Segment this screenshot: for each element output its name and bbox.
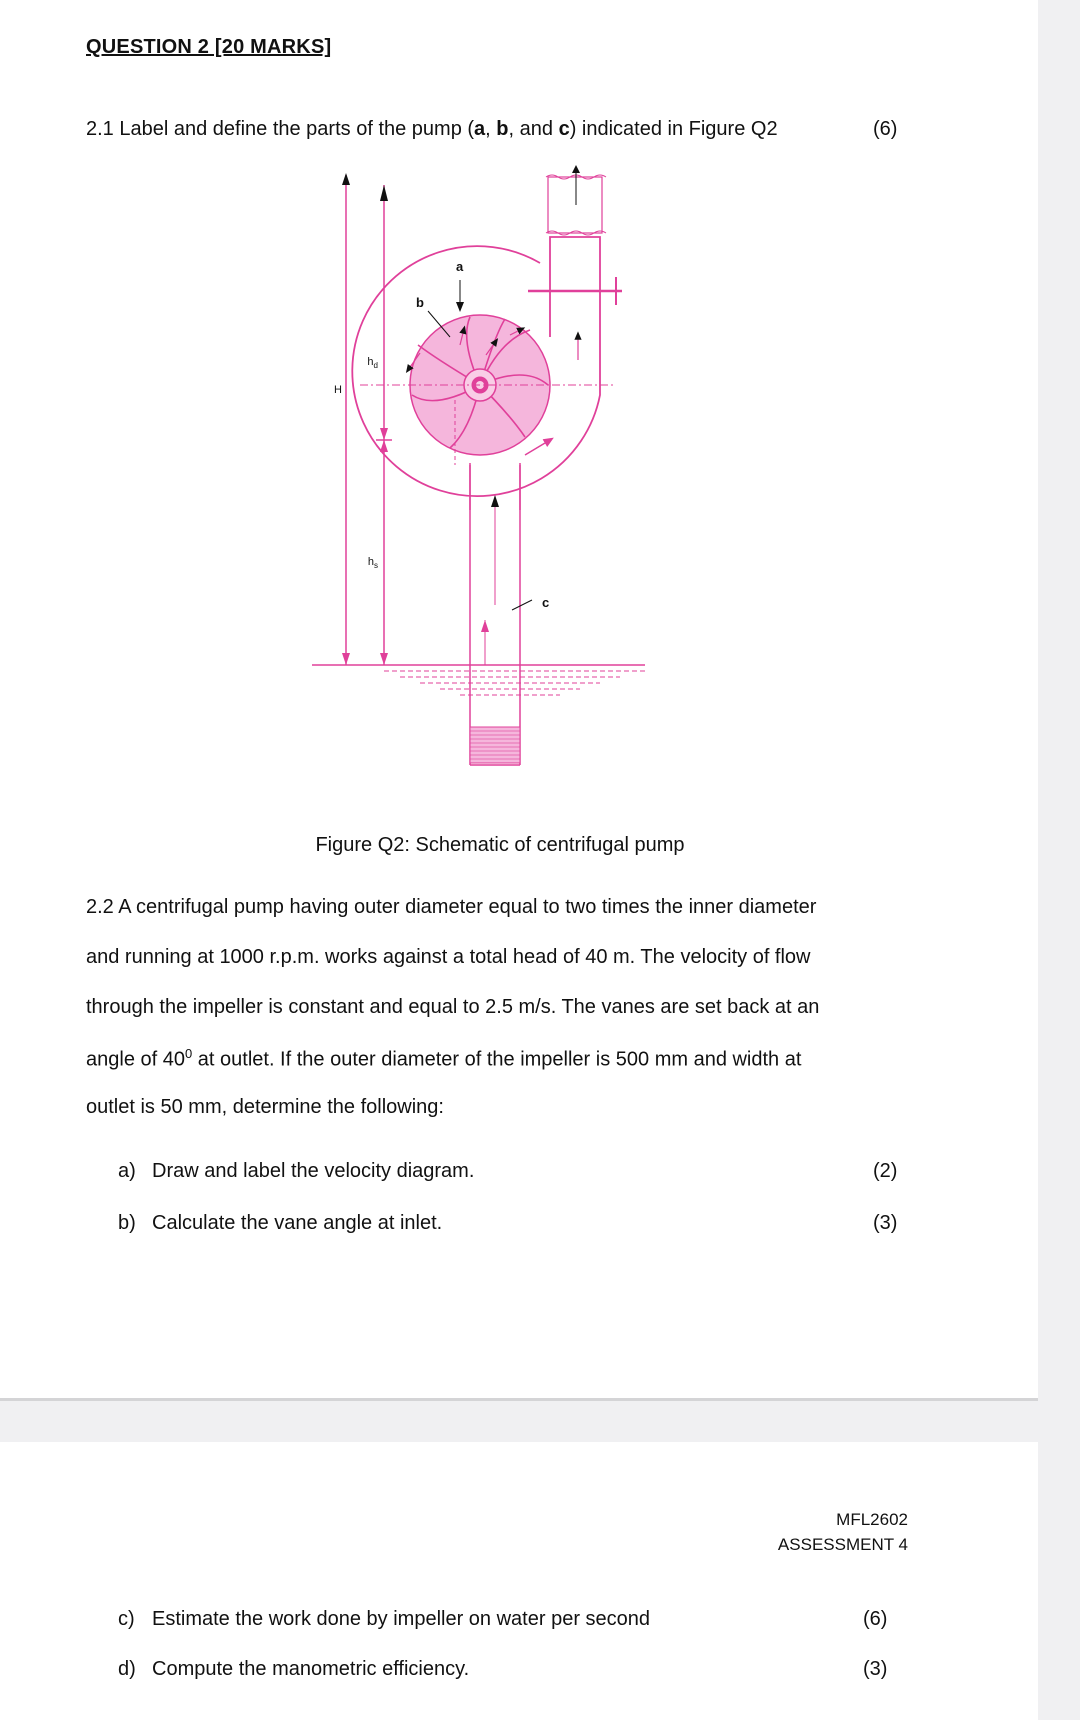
label-hs: $h_s$ [367,556,378,570]
q21-text: 2.1 Label and define the parts of the pump (a, b, and c) indicated in Figure Q2 [86,118,778,140]
label-c: c [542,595,550,610]
page-separator [0,1398,1038,1401]
label-H: H [334,384,342,396]
figure-caption: Figure Q2: Schematic of centrifugal pump [315,834,685,856]
part-a: a) Draw and label the velocity diagram. [118,1160,475,1182]
label-a: a [456,259,464,274]
viewer-margin [1038,0,1080,1720]
q22-line-1: 2.2 A centrifugal pump having outer diameter equal to two times the inner diameter [86,896,817,918]
q22-line-3: through the impeller is constant and equal to 2.5 m/s. The vanes are set back at an [86,996,820,1018]
q22-line-2: and running at 1000 r.p.m. works against a total head of 40 m. The velocity of flow [86,946,811,968]
part-b-marks: (3) [873,1212,898,1234]
label-b: b [416,295,424,310]
label-hd: $h_d$ [367,356,378,370]
assessment-label: ASSESSMENT 4 [777,1535,908,1554]
part-c-marks: (6) [863,1608,888,1630]
part-c: c) Estimate the work done by impeller on water per second [118,1608,651,1630]
part-b: b) Calculate the vane angle at inlet. [118,1212,443,1234]
q22-line-4: angle of $40^0$ at outlet. If the outer diameter of the impeller is 500 mm and width at [86,1046,802,1071]
pump-figure [300,165,700,780]
page-2 [0,1442,1038,1720]
part-a-marks: (2) [873,1160,898,1182]
part-d: d) Compute the manometric efficiency. [118,1658,470,1680]
question-title: QUESTION 2 [20 MARKS] [86,36,332,58]
q21-marks: (6) [873,118,898,140]
q22-line-5: outlet is 50 mm, determine the following: [86,1096,444,1118]
course-code: MFL2602 [836,1510,908,1529]
part-d-marks: (3) [863,1658,888,1680]
